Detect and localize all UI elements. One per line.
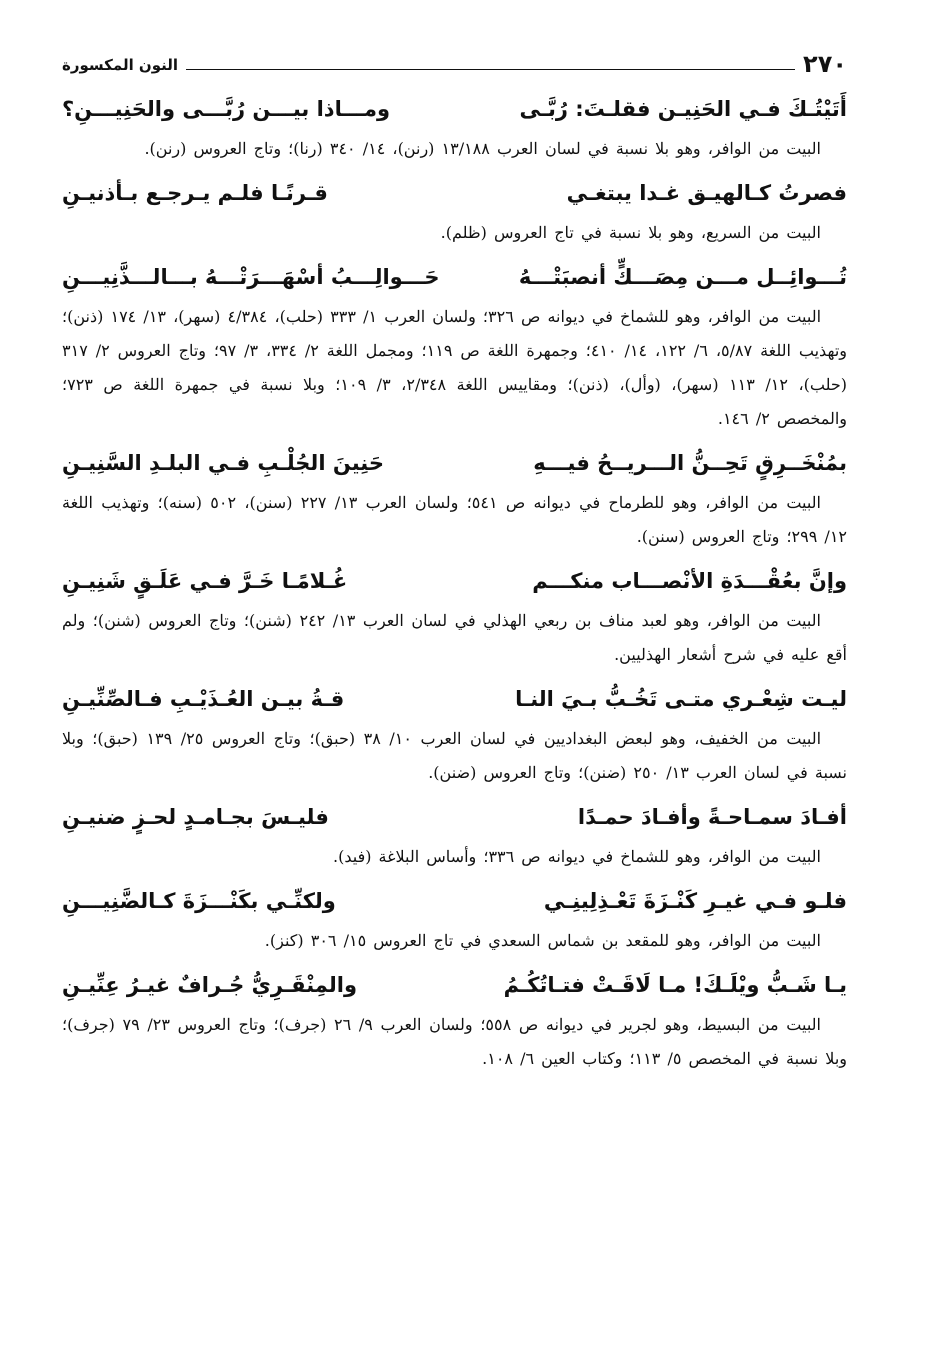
verse-note: البيت من الوافر، وهو للطرماح في ديوانه ص ٥٤١؛ ولسان العرب ١٣/ ٢٢٧ (سنن)، ٥٠٢ (سنه)؛ وتهذيب اللغة ١٢/ ٢٩٩؛ وتاج العروس (سنن). — [62, 493, 847, 546]
second-hemistich: قـرنًـا فلـم يـرجـع بـأذنيـنِ — [62, 181, 328, 205]
second-hemistich: قـةُ بيـن العُـذَيْـبِ فـالصِّنِّيـنِ — [62, 687, 345, 711]
second-hemistich: فليـسَ بجـامـدٍ لحـزٍ ضنيـنِ — [62, 805, 329, 829]
verse-entry — [62, 254, 847, 436]
first-hemistich: وإنَّ بعُقْـــدَةِ الأنْصـــاب منكـــم — [532, 569, 847, 593]
second-hemistich: حَـــوالِـــبُ أسْهَـــرَتْـــهُ بـــالـــذَّنِيـــنِ — [62, 265, 440, 289]
second-hemistich: حَنِينَ الجُلْـبِ فـي البلـدِ السَّنِيـنِ — [62, 451, 385, 475]
verse-entry — [62, 86, 847, 166]
verse-note: البيت من الوافر، وهو للشماخ في ديوانه ص ٣٣٦؛ وأساس البلاغة (فيد). — [333, 847, 821, 866]
first-hemistich: ليـت شِعْـري متـى تَخُـبُّ بـيَ النـا — [515, 687, 847, 711]
second-hemistich: ولكنِّـي بكَنْـــزَةَ كـالضَّنِيـــنِ — [62, 889, 336, 913]
verse-line — [62, 676, 847, 722]
verse-line — [62, 878, 847, 924]
verse-line — [62, 558, 847, 604]
verse-line — [62, 440, 847, 486]
first-hemistich: فلـو فـي غيـرِ كَنْـزَةَ تَعْـذِلِينِـي — [543, 889, 847, 913]
verse-note: البيت من السريع، وهو بلا نسبة في تاج العروس (ظلم). — [440, 223, 821, 242]
verse-note: البيت من البسيط، وهو لجرير في ديوانه ص ٥٥٨؛ ولسان العرب ٩/ ٢٦ (جرف)؛ وتاج العروس ٢٣/ ٧٩ (جرف)؛ وبلا نسبة في المخصص ٥/ ١١٣؛ وكتاب العين ٦/ ١٠٨. — [62, 1015, 847, 1068]
second-hemistich: ومـــاذا بيـــن رُبَّـــى والحَنِيـــنِ؟ — [62, 97, 391, 121]
verse-line — [62, 794, 847, 840]
entries-list — [62, 86, 847, 1076]
verse-line — [62, 170, 847, 216]
first-hemistich: أَتَيْتُـكَ فـي الحَنِيـن فقلـتَ: رُبَّـى — [519, 97, 847, 121]
first-hemistich: بمُنْخَــرِقٍ تَحِــنُّ الـــريــحُ فيـــهِ — [533, 451, 847, 475]
verse-entry — [62, 878, 847, 958]
first-hemistich: تُـــوائِــل مـــن مِصَـــكٍّ أنصبَتْـــهُ — [518, 265, 847, 289]
header-rule — [186, 69, 795, 70]
second-hemistich: والمِنْقَـرِيُّ جُـرافٌ غيـرُ عِنِّيـنِ — [62, 973, 358, 997]
running-title: النون المكسورة — [62, 56, 179, 74]
verse-entry — [62, 962, 847, 1076]
verse-entry — [62, 440, 847, 554]
verse-note: البيت من الوافر، وهو للشماخ في ديوانه ص ٣٢٦؛ ولسان العرب ١/ ٣٣٣ (حلب)، ٤/٣٨٤ (سهر)، ١٣/ ١٧٤ (ذنن)؛ وتهذيب اللغة ٥/٨٧، ٦/ ١٢٢، ١٤/ ٤١٠؛ وجمهرة اللغة ص ١١٩؛ ومجمل اللغة ٢/ ٣٣٤، ٣/ ٩٧؛ وتاج العروس ٢/ ٣١٧ (حلب)، ١٢/ ١١٣ (سهر)، (وأل)، (ذنن)؛ ومقاييس اللغة ٢/٣٤٨، ٣/ ١٠٩؛ وبلا نسبة في جمهرة اللغة ص ٧٢٣؛ والمخصص ٢/ ١٤٦. — [62, 307, 848, 428]
verse-entry — [62, 794, 847, 874]
verse-note: البيت من الوافر، وهو للمقعد بن شماس السعدي في تاج العروس ١٥/ ٣٠٦ (كنز). — [264, 931, 821, 950]
second-hemistich: غُـلامًـا خَـرَّ فـي عَلَـقٍ شَنِيـنِ — [62, 569, 348, 593]
first-hemistich: يـا شَـبُّ ويْلَـكَ! مـا لَاقَـتْ فتـاتُكُـمُ — [503, 973, 847, 997]
verse-entry — [62, 558, 847, 672]
verse-entry — [62, 170, 847, 250]
page-number: ٢٧٠ — [803, 50, 847, 78]
verse-note: البيت من الوافر، وهو لعبد مناف بن ربعي الهذلي في لسان العرب ١٣/ ٢٤٢ (شنن)؛ وتاج العروس (شنن)؛ ولم أقع عليه في شرح أشعار الهذليين. — [62, 611, 847, 664]
document-page — [62, 36, 847, 1080]
verse-line — [62, 254, 847, 300]
verse-note: البيت من الخفيف، وهو لبعض البغداديين في لسان العرب ١٠/ ٣٨ (حبق)؛ وتاج العروس ٢٥/ ١٣٩ (حبق)؛ وبلا نسبة في لسان العرب ١٣/ ٢٥٠ (ضنن)؛ وتاج العروس (ضنن). — [62, 729, 847, 782]
verse-entry — [62, 676, 847, 790]
verse-line — [62, 86, 847, 132]
page-header — [62, 36, 847, 76]
verse-line — [62, 962, 847, 1008]
first-hemistich: فصرتُ كـالهيـق غـدا يبتغـي — [566, 181, 847, 205]
first-hemistich: أفـادَ سمـاحـةً وأفـادَ حمـدًا — [577, 805, 847, 829]
verse-note: البيت من الوافر، وهو بلا نسبة في لسان العرب ١٣/١٨٨ (رنن)، ١٤/ ٣٤٠ (رنا)؛ وتاج العروس (رنن). — [144, 139, 821, 158]
